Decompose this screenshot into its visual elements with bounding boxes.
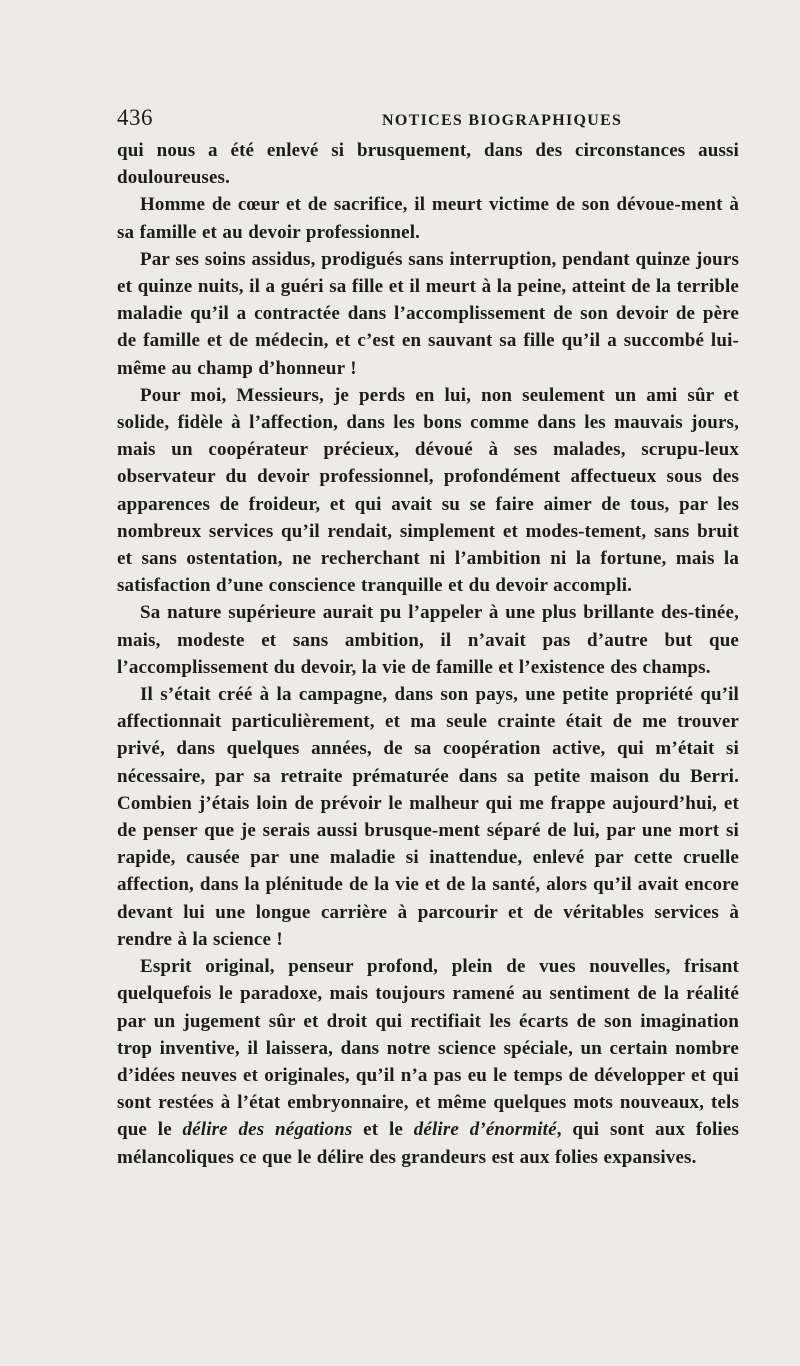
paragraph-text: , qui sont aux folies mélancoliques ce que le délire des grandeurs est aux folies expansives. bbox=[117, 1119, 739, 1168]
paragraph bbox=[117, 953, 739, 1171]
book-page bbox=[117, 105, 739, 1171]
paragraph: Il s’était créé à la campagne, dans son pays, une petite propriété qu’il affectionnait particulièrement, et ma seule crainte était de me trouver privé, dans quelques années, de sa coopération active, qui m’était si nécessaire, par sa retraite prématurée dans sa petite maison du Berri. Combien j’étais loin de prévoir le malheur qui me frappe aujourd’hui, et de penser que je serais aussi brusque-ment séparé de lui, par une mort si rapide, causée par une maladie si inattendue, enlevé par cette cruelle affection, dans la plénitude de la vie et de la santé, alors qu’il avait encore devant lui une longue carrière à parcourir et de véritables services à rendre à la science ! bbox=[117, 684, 739, 950]
paragraph: qui nous a été enlevé si brusquement, dans des circonstances aussi douloureuses. bbox=[117, 140, 739, 189]
paragraph: Homme de cœur et de sacrifice, il meurt victime de son dévoue-ment à sa famille et au devoir professionnel. bbox=[117, 194, 739, 243]
italic-term: délire des négations bbox=[182, 1119, 353, 1141]
page-number: 436 bbox=[117, 105, 153, 130]
paragraph: Pour moi, Messieurs, je perds en lui, non seulement un ami sûr et solide, fidèle à l’affection, dans les bons comme dans les mauvais jours, mais un coopérateur précieux, dévoué à ses malades, scrupu-leux observateur du devoir professionnel, profondément affectueux sous des apparences de froideur, et qui avait su se faire aimer de tous, par les nombreux services qu’il rendait, simplement et modes-tement, sans bruit et sans ostentation, ne recherchant ni l’ambition ni la fortune, mais la satisfaction d’une conscience tranquille et du devoir accompli. bbox=[117, 384, 739, 597]
body-text bbox=[117, 137, 739, 1171]
running-title: NOTICES BIOGRAPHIQUES bbox=[382, 112, 623, 129]
paragraph: Par ses soins assidus, prodigués sans interruption, pendant quinze jours et quinze nuits, il a guéri sa fille et il meurt à la peine, atteint de la terrible maladie qu’il a contractée dans l’accomplissement de son devoir de père de famille et de médecin, et c’est en sauvant sa fille qu’il a succombé lui-même au champ d’honneur ! bbox=[117, 248, 739, 379]
italic-term: délire d’énormité bbox=[413, 1119, 557, 1141]
paragraph-text: et le bbox=[352, 1119, 414, 1141]
paragraph: Sa nature supérieure aurait pu l’appeler à une plus brillante des-tinée, mais, modeste et sans ambition, il n’avait pas d’autre but que l’accomplissement du devoir, la vie de famille et l’existence des champs. bbox=[117, 602, 739, 678]
paragraph-text: Esprit original, penseur profond, plein de vues nouvelles, frisant quelquefois le paradoxe, mais toujours ramené au sentiment de la réalité par un jugement sûr et droit qui rectifiait les écarts de son imagination trop inventive, il laissera, dans notre science spéciale, un certain nombre d’idées neuves et originales, qu’il n’a pas eu le temps de développer et qui sont restées à l’état embryonnaire, et même quelques mots nouveaux, tels que le bbox=[117, 956, 739, 1141]
page-header bbox=[117, 105, 739, 137]
